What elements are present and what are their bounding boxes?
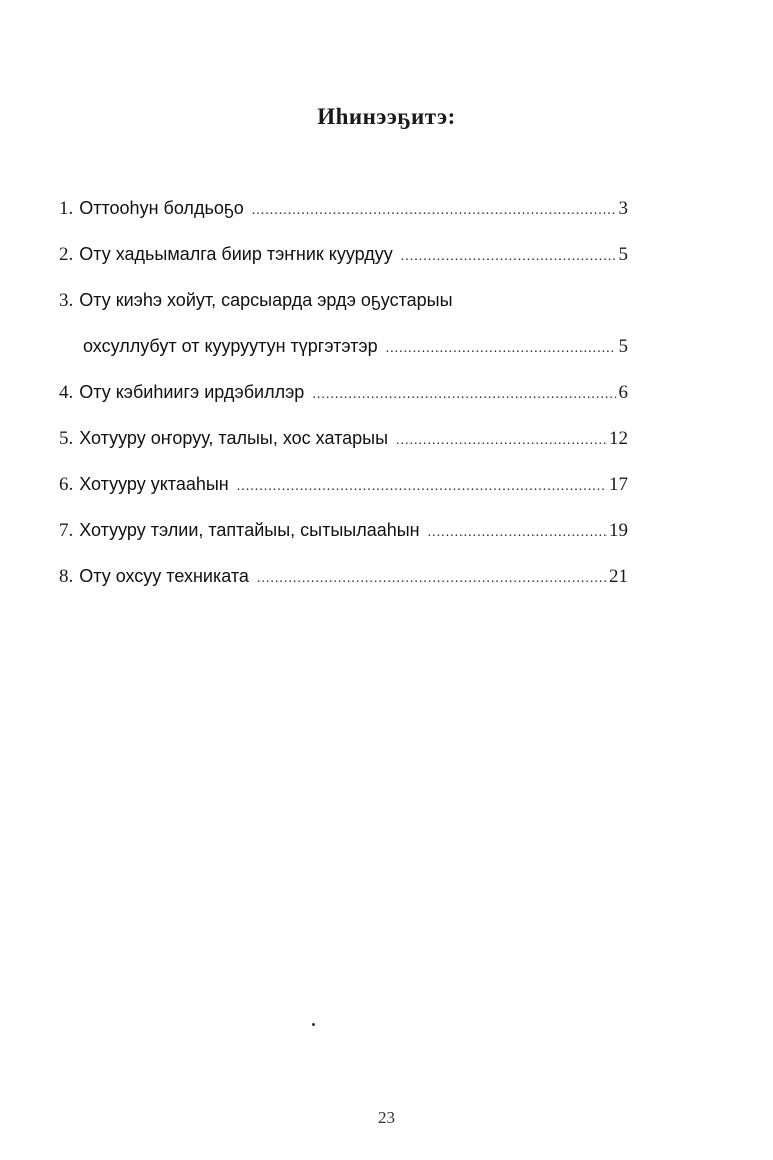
toc-entry-label: Оту хадьымалга биир тэҥник куурдуу: [79, 244, 393, 264]
toc-entry-page: 21: [609, 566, 628, 587]
toc-entry-label: Хотууру уктааһын: [79, 474, 229, 494]
toc-entry-page: 12: [609, 428, 628, 449]
toc-entry-label: Оттооһун болдьоҕо: [79, 198, 244, 218]
toc-entry-number: 8.: [59, 566, 74, 587]
toc-entry-label: Оту киэһэ хойут, сарсыарда эрдэ оҕустарыы: [79, 290, 453, 310]
toc-entry: [59, 474, 628, 520]
toc-entry-page: 3: [618, 198, 628, 219]
dot-leader: [428, 525, 606, 541]
dot-leader: [252, 203, 616, 219]
dot-leader: [237, 479, 606, 495]
toc-entry: [59, 382, 628, 428]
toc-entry: [59, 244, 628, 290]
toc-entry-number: 4.: [59, 382, 74, 403]
dot-leader: [312, 387, 615, 403]
toc-entry-number: 1.: [59, 198, 74, 219]
toc-entry-label: Оту охсуу техниката: [79, 566, 249, 586]
toc-entry-page: 5: [618, 244, 628, 265]
toc-entry-number: 5.: [59, 428, 74, 449]
table-of-contents: [59, 198, 628, 612]
toc-entry: [59, 520, 628, 566]
dot-leader: [257, 571, 606, 587]
page-title: Иһинээҕитэ:: [317, 104, 456, 129]
toc-entry-label: охсуллубут от кууруутун түргэтэтэр: [83, 336, 378, 356]
toc-entry-number: 7.: [59, 520, 74, 541]
toc-entry-page: 19: [609, 520, 628, 541]
toc-entry-page: 17: [609, 474, 628, 495]
dot-leader: [386, 341, 616, 357]
dot-leader: [396, 433, 606, 449]
toc-entry-number: 6.: [59, 474, 74, 495]
page-number: 23: [378, 1108, 395, 1127]
toc-entry-number: 2.: [59, 244, 74, 265]
toc-entry-label: Хотууру оҥоруу, талыы, хос хатарыы: [79, 428, 389, 448]
toc-entry-page: 6: [618, 382, 628, 403]
toc-entry-continuation: [59, 336, 628, 382]
toc-entry-label: Хотууру тэлии, таптайыы, сытыылааһын: [79, 520, 420, 540]
toc-entry-label: Оту кэбиһиигэ ирдэбиллэр: [79, 382, 305, 402]
dot-leader: [401, 249, 616, 265]
scan-speck: [312, 1023, 315, 1026]
toc-entry: [59, 566, 628, 612]
toc-entry: [59, 290, 628, 336]
toc-entry: [59, 198, 628, 244]
toc-entry-number: 3.: [59, 290, 74, 311]
toc-entry-page: 5: [618, 336, 628, 357]
toc-entry: [59, 428, 628, 474]
